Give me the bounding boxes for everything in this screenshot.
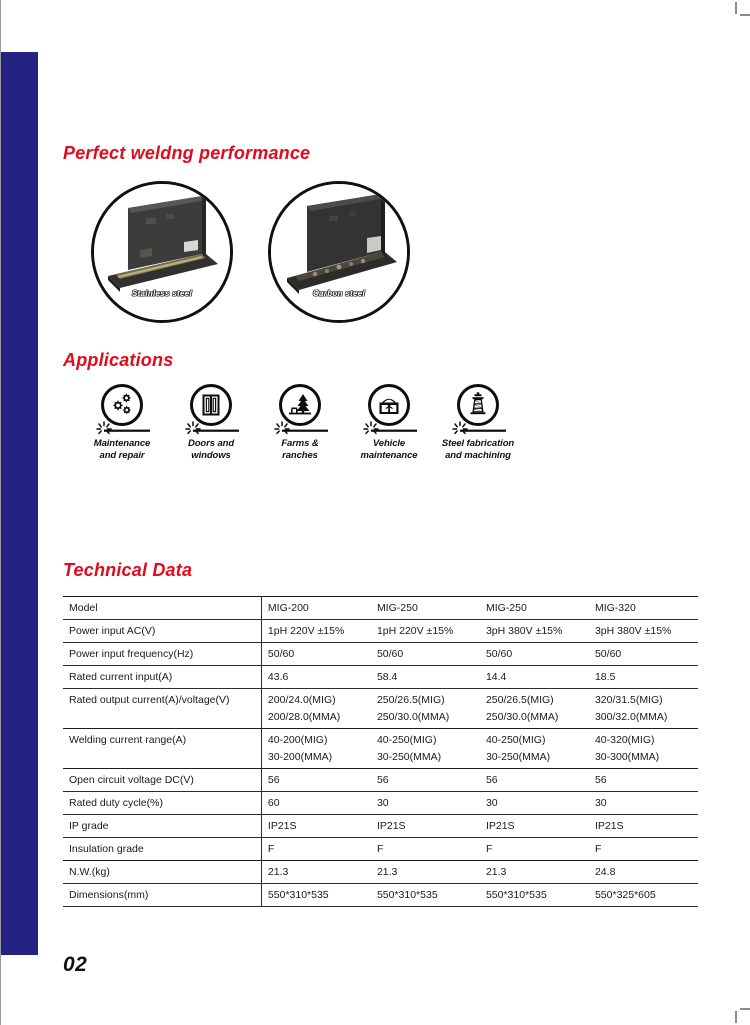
weld-spark-icon	[93, 421, 151, 437]
door-window-icon-circle	[190, 384, 232, 426]
weld-spark-icon	[182, 421, 240, 437]
table-cell-value: 200/24.0(MIG)	[261, 689, 371, 712]
table-cell-value: 43.6	[261, 666, 371, 689]
table-cell-value: IP21S	[371, 815, 480, 838]
table-cell-value: 200/28.0(MMA)	[267, 711, 341, 723]
table-cell-value: MIG-320	[589, 597, 698, 620]
weld-sample-stainless-photo	[91, 181, 233, 323]
weld-spark-icon	[360, 421, 418, 437]
car-lift-icon	[374, 390, 404, 420]
application-label-line1: Farms &	[281, 438, 319, 449]
table-cell-label: N.W.(kg)	[63, 861, 261, 884]
table-row-dimensions	[63, 884, 698, 907]
gears-icon-circle	[101, 384, 143, 426]
steel-tower-icon	[463, 390, 493, 420]
table-cell-label	[63, 711, 261, 729]
weld-sample-stainless-icon	[94, 184, 230, 320]
table-cell-label: Open circuit voltage DC(V)	[63, 769, 261, 792]
table-cell-value: 14.4	[480, 666, 589, 689]
technical-data-heading: Technical Data	[63, 560, 193, 580]
table-cell-label: IP grade	[63, 815, 261, 838]
table-cell-label: Model	[63, 597, 261, 620]
weld-sample-carbon-icon	[271, 184, 407, 320]
application-item-steel-fabrication	[419, 384, 537, 461]
table-cell-value: 550*310*535	[371, 884, 480, 907]
weld-spark-icon	[449, 421, 507, 437]
table-cell-label: Welding current range(A)	[63, 729, 261, 752]
application-label-line2: windows	[191, 449, 231, 461]
car-lift-icon-circle	[368, 384, 410, 426]
application-label-line1: Doors and	[187, 438, 235, 449]
table-row-power-input-ac	[63, 620, 698, 643]
table-cell-value: 550*310*535	[261, 884, 371, 907]
table-cell-value: 30-250(MMA)	[376, 751, 442, 763]
weld-sample-carbon-photo	[268, 181, 410, 323]
table-row-welding-current-range-mig	[63, 729, 698, 752]
table-cell-value: 40-320(MIG)	[589, 729, 698, 752]
table-cell-value: 56	[261, 769, 371, 792]
weld-performance-heading: Perfect weldng performance	[63, 143, 311, 163]
table-cell-value: F	[480, 838, 589, 861]
application-label-line1: Steel fabrication	[441, 438, 515, 449]
table-cell-value: 18.5	[589, 666, 698, 689]
table-cell-value: 30	[589, 792, 698, 815]
table-cell-label: Insulation grade	[63, 838, 261, 861]
gears-icon	[107, 390, 137, 420]
table-row-net-weight	[63, 861, 698, 884]
table-cell-value: F	[589, 838, 698, 861]
application-label-line2: and machining	[445, 449, 511, 461]
table-row-rated-output-current-mig	[63, 689, 698, 712]
table-row-power-input-frequency	[63, 643, 698, 666]
crop-mark-top-right-vertical	[735, 2, 737, 14]
table-cell-value: 250/30.0(MMA)	[376, 711, 450, 723]
table-cell-value: 21.3	[371, 861, 480, 884]
table-cell-value: 3pH 380V ±15%	[480, 620, 589, 643]
table-cell-value: F	[371, 838, 480, 861]
table-cell-value: 30-200(MMA)	[267, 751, 333, 763]
table-cell-value: 56	[480, 769, 589, 792]
table-cell-label: Dimensions(mm)	[63, 884, 261, 907]
table-cell-label	[63, 751, 261, 769]
table-cell-value: 250/26.5(MIG)	[371, 689, 480, 712]
table-cell-value: IP21S	[589, 815, 698, 838]
table-cell-value: MIG-250	[371, 597, 480, 620]
crop-mark-bottom-right-vertical	[735, 1011, 737, 1023]
table-cell-label: Rated duty cycle(%)	[63, 792, 261, 815]
application-label-line2: maintenance	[360, 449, 418, 461]
weld-sample-caption: Stainless steel	[131, 289, 193, 298]
table-cell-value: 56	[371, 769, 480, 792]
table-cell-value: 250/26.5(MIG)	[480, 689, 589, 712]
table-cell-value: 24.8	[589, 861, 698, 884]
table-cell-value: MIG-250	[480, 597, 589, 620]
table-row-open-circuit-voltage	[63, 769, 698, 792]
applications-heading: Applications	[63, 350, 174, 370]
weld-spark-icon	[271, 421, 329, 437]
table-cell-value: 320/31.5(MIG)	[589, 689, 698, 712]
table-cell-value: F	[261, 838, 371, 861]
table-row-welding-current-range-mma	[63, 751, 698, 769]
table-cell-value: 550*325*605	[589, 884, 698, 907]
application-label-line1: Vehicle	[372, 438, 406, 449]
table-cell-value: 50/60	[480, 643, 589, 666]
table-cell-label: Power input frequency(Hz)	[63, 643, 261, 666]
weld-spark-icon-wrap	[419, 421, 537, 437]
table-cell-value: IP21S	[480, 815, 589, 838]
table-cell-value: 3pH 380V ±15%	[589, 620, 698, 643]
table-cell-value: 250/30.0(MMA)	[485, 711, 559, 723]
table-cell-value: 60	[261, 792, 371, 815]
table-cell-value: 50/60	[261, 643, 371, 666]
table-cell-value: 1pH 220V ±15%	[261, 620, 371, 643]
table-cell-value: 40-250(MIG)	[371, 729, 480, 752]
door-window-icon	[197, 391, 225, 419]
table-cell-value: 550*310*535	[480, 884, 589, 907]
table-cell-value: 50/60	[371, 643, 480, 666]
application-label-line2: and repair	[99, 449, 145, 461]
table-row-ip-grade	[63, 815, 698, 838]
technical-data-table	[63, 596, 698, 907]
steel-tower-icon-circle	[457, 384, 499, 426]
table-cell-label: Rated output current(A)/voltage(V)	[63, 689, 261, 712]
table-cell-value: 56	[589, 769, 698, 792]
table-row-rated-current-input	[63, 666, 698, 689]
table-cell-value: 21.3	[261, 861, 371, 884]
application-label	[419, 438, 537, 461]
application-label-line1: Maintenance	[93, 438, 151, 449]
table-row-rated-output-current-mma	[63, 711, 698, 729]
crop-mark-bottom-right-horizontal	[740, 1008, 750, 1010]
table-cell-label: Rated current input(A)	[63, 666, 261, 689]
tree-farm-icon-circle	[279, 384, 321, 426]
table-row-rated-duty-cycle	[63, 792, 698, 815]
tree-farm-icon	[285, 390, 315, 420]
crop-mark-top-right-horizontal	[740, 14, 750, 16]
technical-data-table-body	[63, 597, 698, 907]
table-cell-label: Power input AC(V)	[63, 620, 261, 643]
applications-row	[63, 384, 683, 474]
table-cell-value: 58.4	[371, 666, 480, 689]
table-row-insulation-grade	[63, 838, 698, 861]
table-cell-value: IP21S	[261, 815, 371, 838]
table-cell-value: 21.3	[480, 861, 589, 884]
table-cell-value: 30-250(MMA)	[485, 751, 551, 763]
table-cell-value: 1pH 220V ±15%	[371, 620, 480, 643]
left-blue-bar	[1, 52, 38, 955]
table-cell-value: 40-200(MIG)	[261, 729, 371, 752]
table-cell-value: 30-300(MMA)	[594, 751, 660, 763]
table-cell-value: 40-250(MIG)	[480, 729, 589, 752]
table-cell-value: 30	[480, 792, 589, 815]
table-cell-value: 300/32.0(MMA)	[594, 711, 668, 723]
table-row-model	[63, 597, 698, 620]
application-label-line2: ranches	[282, 449, 318, 461]
page-number: 02	[63, 953, 88, 976]
weld-sample-caption: Carbon steel	[312, 289, 366, 298]
table-cell-value: 30	[371, 792, 480, 815]
table-cell-value: MIG-200	[261, 597, 371, 620]
table-cell-value: 50/60	[589, 643, 698, 666]
